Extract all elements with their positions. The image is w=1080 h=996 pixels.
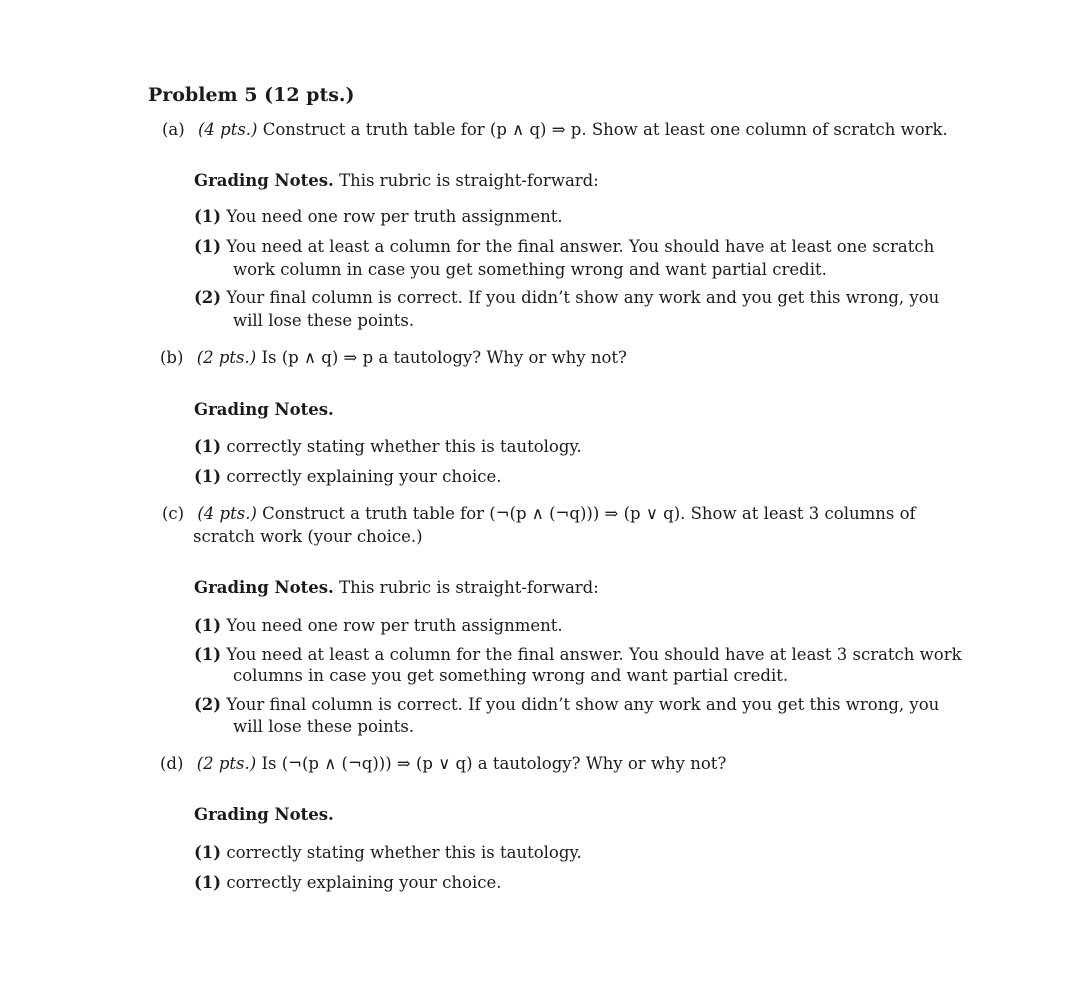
rubric-item <box>194 616 563 635</box>
rubric-points: (1) <box>194 237 222 256</box>
part-a-points: (4 pts.) <box>197 120 258 139</box>
rubric-item <box>194 237 934 256</box>
problem-title: Problem 5 (12 pts.) <box>148 84 355 106</box>
part-b-text: Is (p ∧ q) ⇒ p a tautology? Why or why not? <box>261 348 627 367</box>
rubric-text: correctly explaining your choice. <box>226 467 502 486</box>
rubric-points: (1) <box>194 645 222 664</box>
rubric-points: (2) <box>194 695 222 714</box>
part-a-label: (a) <box>162 120 185 139</box>
grading-notes-heading: Grading Notes. <box>194 805 334 824</box>
rubric-item <box>194 207 563 226</box>
rubric-text: You need at least a column for the final answer. You should have at least 3 scratch work <box>226 645 962 664</box>
rubric-text: Your final column is correct. If you didn’t show any work and you get this wrong, you <box>226 695 940 714</box>
part-c-points: (4 pts.) <box>197 504 257 523</box>
rubric-text: Your final column is correct. If you didn’t show any work and you get this wrong, you <box>226 288 940 307</box>
rubric-text: correctly stating whether this is tautology. <box>226 843 582 862</box>
grading-notes-heading: Grading Notes. <box>194 578 334 597</box>
part-b-points: (2 pts.) <box>196 348 257 367</box>
grading-notes-intro: This rubric is straight-forward: <box>339 171 599 190</box>
part-d-label: (d) <box>160 754 184 773</box>
part-d-grading-notes <box>194 805 334 824</box>
part-b-grading-notes <box>194 400 334 419</box>
part-b-question <box>160 348 627 367</box>
rubric-item <box>194 873 502 892</box>
rubric-text: You need one row per truth assignment. <box>226 207 563 226</box>
rubric-text-continuation: will lose these points. <box>233 717 415 736</box>
rubric-item <box>194 288 939 307</box>
rubric-item <box>194 467 502 486</box>
rubric-points: (1) <box>194 873 222 892</box>
grading-notes-intro: This rubric is straight-forward: <box>339 578 599 597</box>
rubric-text-continuation: will lose these points. <box>233 311 415 330</box>
rubric-text: correctly explaining your choice. <box>226 873 502 892</box>
part-d-text: Is (¬(p ∧ (¬q))) ⇒ (p ∨ q) a tautology? Why or why not? <box>261 754 727 773</box>
rubric-points: (1) <box>194 467 222 486</box>
rubric-points: (2) <box>194 288 222 307</box>
part-d-question <box>160 754 726 773</box>
rubric-points: (1) <box>194 843 222 862</box>
part-a-question <box>162 120 948 139</box>
rubric-item <box>194 437 582 456</box>
rubric-text: You need one row per truth assignment. <box>226 616 563 635</box>
rubric-points: (1) <box>194 207 222 226</box>
part-c-label: (c) <box>162 504 185 523</box>
grading-notes-heading: Grading Notes. <box>194 400 334 419</box>
rubric-text-continuation: columns in case you get something wrong and want partial credit. <box>233 666 789 685</box>
part-c-grading-notes <box>194 578 599 597</box>
part-b-label: (b) <box>160 348 184 367</box>
rubric-text: You need at least a column for the final answer. You should have at least one scratch <box>226 237 935 256</box>
part-a-grading-notes <box>194 171 599 190</box>
rubric-text: correctly stating whether this is tautology. <box>226 437 582 456</box>
part-c-text-continuation: scratch work (your choice.) <box>193 527 423 546</box>
rubric-item <box>194 695 939 714</box>
rubric-text-continuation: work column in case you get something wrong and want partial credit. <box>233 260 827 279</box>
part-c-question <box>162 504 916 523</box>
rubric-item <box>194 645 962 664</box>
rubric-points: (1) <box>194 616 222 635</box>
rubric-points: (1) <box>194 437 222 456</box>
grading-notes-heading: Grading Notes. <box>194 171 334 190</box>
rubric-item <box>194 843 582 862</box>
part-c-text: Construct a truth table for (¬(p ∧ (¬q))) ⇒ (p ∨ q). Show at least 3 columns of <box>262 504 916 523</box>
part-d-points: (2 pts.) <box>196 754 257 773</box>
part-a-text: Construct a truth table for (p ∧ q) ⇒ p. Show at least one column of scratch work. <box>262 120 948 139</box>
